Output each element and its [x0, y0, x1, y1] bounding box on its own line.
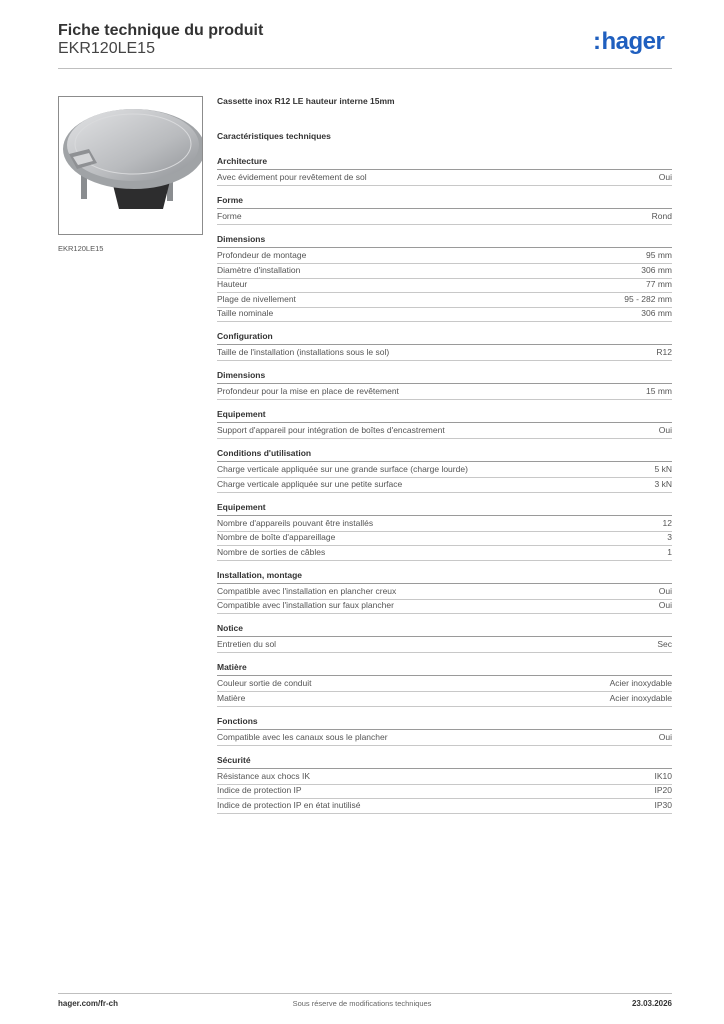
- spec-row: [217, 210, 672, 225]
- spec-value: 95 - 282 mm: [624, 293, 672, 304]
- spec-label: Compatible avec l'installation sur faux plancher: [217, 600, 394, 610]
- spec-value: 1: [667, 546, 672, 557]
- spec-value: 15 mm: [646, 386, 672, 396]
- document-title: Fiche technique du produit: [58, 22, 264, 39]
- spec-value: Oui: [658, 172, 672, 182]
- product-title: Cassette inox R12 LE hauteur interne 15mm: [217, 96, 395, 106]
- spec-row: [217, 278, 672, 293]
- footer-divider: [58, 993, 672, 994]
- image-caption: EKR120LE15: [58, 244, 104, 253]
- spec-label: Indice de protection IP en état inutilisé: [217, 799, 361, 810]
- spec-row: [217, 677, 672, 692]
- spec-row: [217, 638, 672, 653]
- spec-row: [217, 799, 672, 814]
- spec-row: [217, 517, 672, 532]
- floor-box-illustration: [59, 97, 202, 234]
- spec-value: Oui: [658, 731, 672, 742]
- spec-value: 306 mm: [641, 308, 672, 318]
- spec-value: IK10: [654, 770, 672, 781]
- spec-value: 77 mm: [646, 279, 672, 289]
- spec-value: R12: [656, 347, 672, 357]
- spec-row: [217, 346, 672, 361]
- spec-label: Indice de protection IP: [217, 785, 302, 795]
- spec-label: Couleur sortie de conduit: [217, 678, 312, 688]
- section-title: Notice: [217, 623, 672, 637]
- section-title: Forme: [217, 195, 672, 209]
- spec-value: 95 mm: [646, 250, 672, 260]
- spec-row: [217, 599, 672, 614]
- spec-row: [217, 293, 672, 308]
- section-title: Equipement: [217, 409, 672, 423]
- spec-value: Oui: [658, 425, 672, 435]
- spec-label: Support d'appareil pour intégration de boîtes d'encastrement: [217, 425, 445, 435]
- spec-label: Taille de l'installation (installations sous le sol): [217, 347, 390, 357]
- spec-label: Nombre d'appareils pouvant être installés: [217, 517, 374, 528]
- spec-row: [217, 692, 672, 707]
- section-title: Dimensions: [217, 234, 672, 248]
- product-image: [58, 96, 203, 235]
- spec-label: Profondeur pour la mise en place de revêtement: [217, 386, 399, 396]
- product-reference: EKR120LE15: [58, 40, 155, 57]
- logo-text: hager: [601, 28, 665, 55]
- spec-row: [217, 385, 672, 400]
- spec-value: IP20: [654, 785, 672, 795]
- spec-row: [217, 463, 672, 478]
- spec-row: [217, 585, 672, 600]
- spec-row: [217, 264, 672, 279]
- section-title: Conditions d'utilisation: [217, 448, 672, 462]
- spec-value: 3: [667, 532, 672, 542]
- section-title: Installation, montage: [217, 570, 672, 584]
- spec-row: [217, 478, 672, 493]
- spec-label: Charge verticale appliquée sur une petite surface: [217, 478, 403, 489]
- spec-label: Diamètre d'installation: [217, 264, 301, 275]
- hager-logo: [593, 28, 664, 56]
- spec-value: Acier inoxydable: [609, 678, 672, 688]
- spec-value: 306 mm: [641, 264, 672, 275]
- spec-row: [217, 249, 672, 264]
- spec-label: Nombre de boîte d'appareillage: [217, 532, 336, 542]
- spec-label: Compatible avec l'installation en plancher creux: [217, 585, 397, 596]
- spec-value: 3 kN: [654, 478, 672, 489]
- section-title: Matière: [217, 662, 672, 676]
- spec-label: Hauteur: [217, 279, 248, 289]
- section-title: Dimensions: [217, 370, 672, 384]
- spec-value: Oui: [658, 585, 672, 596]
- footer-date: 23.03.2026: [631, 999, 672, 1008]
- spec-label: Nombre de sorties de câbles: [217, 546, 326, 557]
- spec-label: Résistance aux chocs IK: [217, 770, 311, 781]
- section-title: Equipement: [217, 502, 672, 516]
- spec-label: Charge verticale appliquée sur une grande surface (charge lourde): [217, 464, 468, 474]
- spec-label: Entretien du sol: [217, 639, 277, 649]
- spec-label: Plage de nivellement: [217, 293, 296, 304]
- section-title: Sécurité: [217, 755, 672, 769]
- section-title: Configuration: [217, 331, 672, 345]
- spec-row: [217, 307, 672, 322]
- spec-value: 5 kN: [654, 464, 672, 474]
- footer-website: hager.com/fr-ch: [58, 999, 119, 1008]
- spec-row: [217, 770, 672, 785]
- spec-label: Compatible avec les canaux sous le plancher: [217, 731, 388, 742]
- spec-value: 12: [662, 517, 672, 528]
- header-divider: [58, 68, 672, 69]
- spec-row: [217, 784, 672, 799]
- spec-label: Profondeur de montage: [217, 250, 307, 260]
- tech-characteristics-heading: Caractéristiques techniques: [217, 131, 331, 141]
- logo-colon: :: [593, 28, 601, 55]
- footer-disclaimer: Sous réserve de modifications techniques: [292, 999, 432, 1008]
- spec-row: [217, 731, 672, 746]
- spec-row: [217, 171, 672, 186]
- spec-row: [217, 424, 672, 439]
- spec-label: Matière: [217, 692, 246, 703]
- spec-value: Acier inoxydable: [609, 692, 672, 703]
- spec-value: Oui: [658, 600, 672, 610]
- spec-value: Sec: [657, 639, 672, 649]
- spec-value: Rond: [651, 211, 672, 221]
- spec-label: Taille nominale: [217, 308, 274, 318]
- spec-label: Forme: [217, 211, 242, 221]
- section-title: Architecture: [217, 156, 672, 170]
- spec-row: [217, 546, 672, 561]
- section-title: Fonctions: [217, 716, 672, 730]
- spec-label: Avec évidement pour revêtement de sol: [217, 172, 367, 182]
- spec-value: IP30: [654, 799, 672, 810]
- spec-row: [217, 531, 672, 546]
